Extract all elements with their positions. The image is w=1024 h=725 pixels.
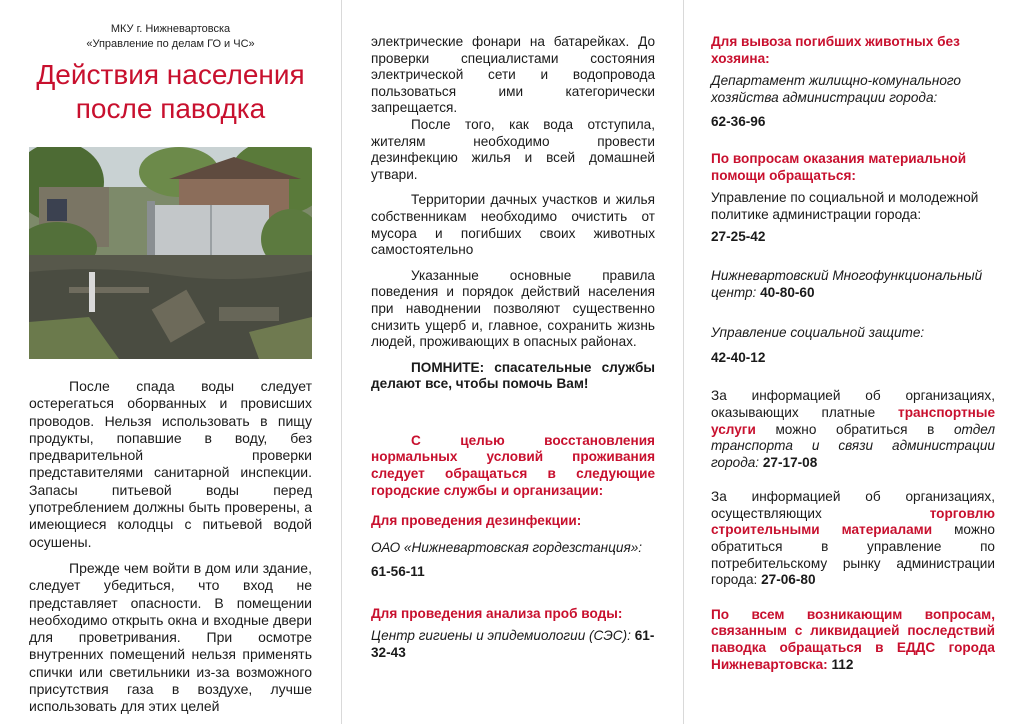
paragraph-dacha: Территории дачных участков и жилья собственникам необходимо очистить от мусора и погибших своих животных самостоятельно: [371, 192, 655, 258]
trade-materials: торговлю строительными материалами: [711, 505, 995, 538]
aid-phone: 27-25-42: [711, 229, 766, 245]
social-phone: 42-40-12: [711, 349, 766, 365]
animals-heading: Для вывоза погибших животных без хозяина:: [711, 34, 960, 66]
services-intro: С целью восстановления нормальных условий проживания следует обращаться в следующие городские службы и организации:: [371, 432, 655, 498]
page-title: [0, 58, 341, 126]
paragraph-before-entering: Прежде чем войти в дом или здание, следует убедиться, что вход не представляет опасности. В помещении необходимо открыть окна и входные двери для проветривания. При осмотре внутренних помещений нельзя применять спички или светильники из-за возможного присутствия газа в воздухе, лучше использовать для этих целей: [29, 559, 312, 715]
panel-middle: [342, 0, 683, 724]
paragraph-disinfection: После того, как вода отступила, жителям необходимо провести дезинфекцию жилья и всей домашней утвари.: [371, 116, 655, 182]
trade-info: [711, 489, 995, 589]
panel-left: [0, 0, 341, 724]
social-org: Управление социальной защите:: [711, 325, 925, 341]
water-analysis-contact: [371, 628, 655, 661]
title-line-2: после паводка: [75, 93, 266, 124]
aid-org: Управление по социальной и молодежной политике администрации города:: [711, 190, 979, 222]
animals-phone: 62-36-96: [711, 114, 766, 130]
disinfection-org: ОАО «Нижневартовская гордезстанция»:: [371, 539, 643, 555]
water-analysis-phone: 61-32-43: [371, 628, 655, 661]
transport-info: [711, 388, 995, 471]
trade-phone: 27-06-80: [761, 572, 816, 588]
paragraph-after-water: После спада воды следует остерегаться оборванных и провисших проводов. Нельзя использовать в пищу продукты, попавшие в воду, без предварительной проверки представителями санитарной инспекции. Запасы питьевой воды перед употреблением должны быть проверены, а имеющиеся колодцы с питьевой водой осушены.: [29, 378, 312, 550]
panel-right: [684, 0, 1024, 724]
trade-pre: За информацией об организациях, осуществляющих: [711, 489, 995, 521]
title-line-1: Действия населения: [36, 59, 305, 90]
paragraph-flashlights: электрические фонари на батарейках. До проверки специалистами состояния электрической сети и водопровода пользоваться ими категорически запрещается.: [371, 34, 655, 116]
transport-pre: За информацией об организациях, оказывающих платные: [711, 388, 995, 420]
trade-post: можно обратиться в управление по потребительскому рынку администрации города:: [711, 522, 995, 588]
transport-dept: отдел транспорта и связи администрации города:: [711, 421, 995, 470]
water-analysis-heading: Для проведения анализа проб воды:: [371, 605, 623, 621]
edds-text: По всем возникающим вопросам, связанным с ликвидацией последствий паводка обращаться в ЕДДС города Нижневартовска:: [711, 606, 995, 672]
transport-phone: 27-17-08: [762, 454, 818, 470]
edds-phone: 112: [831, 656, 854, 672]
flooded-yard-photo: [29, 147, 312, 359]
org-line-2: «Управление по делам ГО и ЧС»: [86, 38, 255, 50]
mfc-phone: 40-80-60: [760, 284, 815, 300]
org-line-1: МКУ г. Нижневартовска: [110, 23, 231, 35]
remember-notice: ПОМНИТЕ: спасательные службы делают все, чтобы помочь Вам!: [371, 359, 655, 392]
transport-mid: можно обратиться в: [755, 421, 954, 437]
transport-services: транспортные услуги: [711, 404, 995, 437]
animals-org: Департамент жилищно-комунального хозяйства администрации города:: [711, 73, 961, 105]
aid-heading: По вопросам оказания материальной помощи обращаться:: [711, 150, 967, 183]
paragraph-rules: Указанные основные правила поведения и порядок действий населения при наводнении позволяют существенно снизить ущерб и, главное, сохранить жизнь людей, проживающих в опасных районах.: [371, 267, 655, 350]
disinfection-heading: Для проведения дезинфекции:: [371, 513, 582, 529]
mfc-contact: [711, 268, 995, 301]
panel1-text: [29, 378, 312, 725]
organization-header: [0, 22, 341, 52]
disinfection-phone: 61-56-11: [371, 563, 425, 579]
disinfection-contact: [371, 536, 655, 584]
mfc-org: Нижневартовский Многофункциональный центр:: [711, 267, 983, 300]
water-analysis-org: Центр гигиены и эпидемиологии (СЭС):: [371, 628, 631, 644]
edds-info: [711, 607, 995, 673]
